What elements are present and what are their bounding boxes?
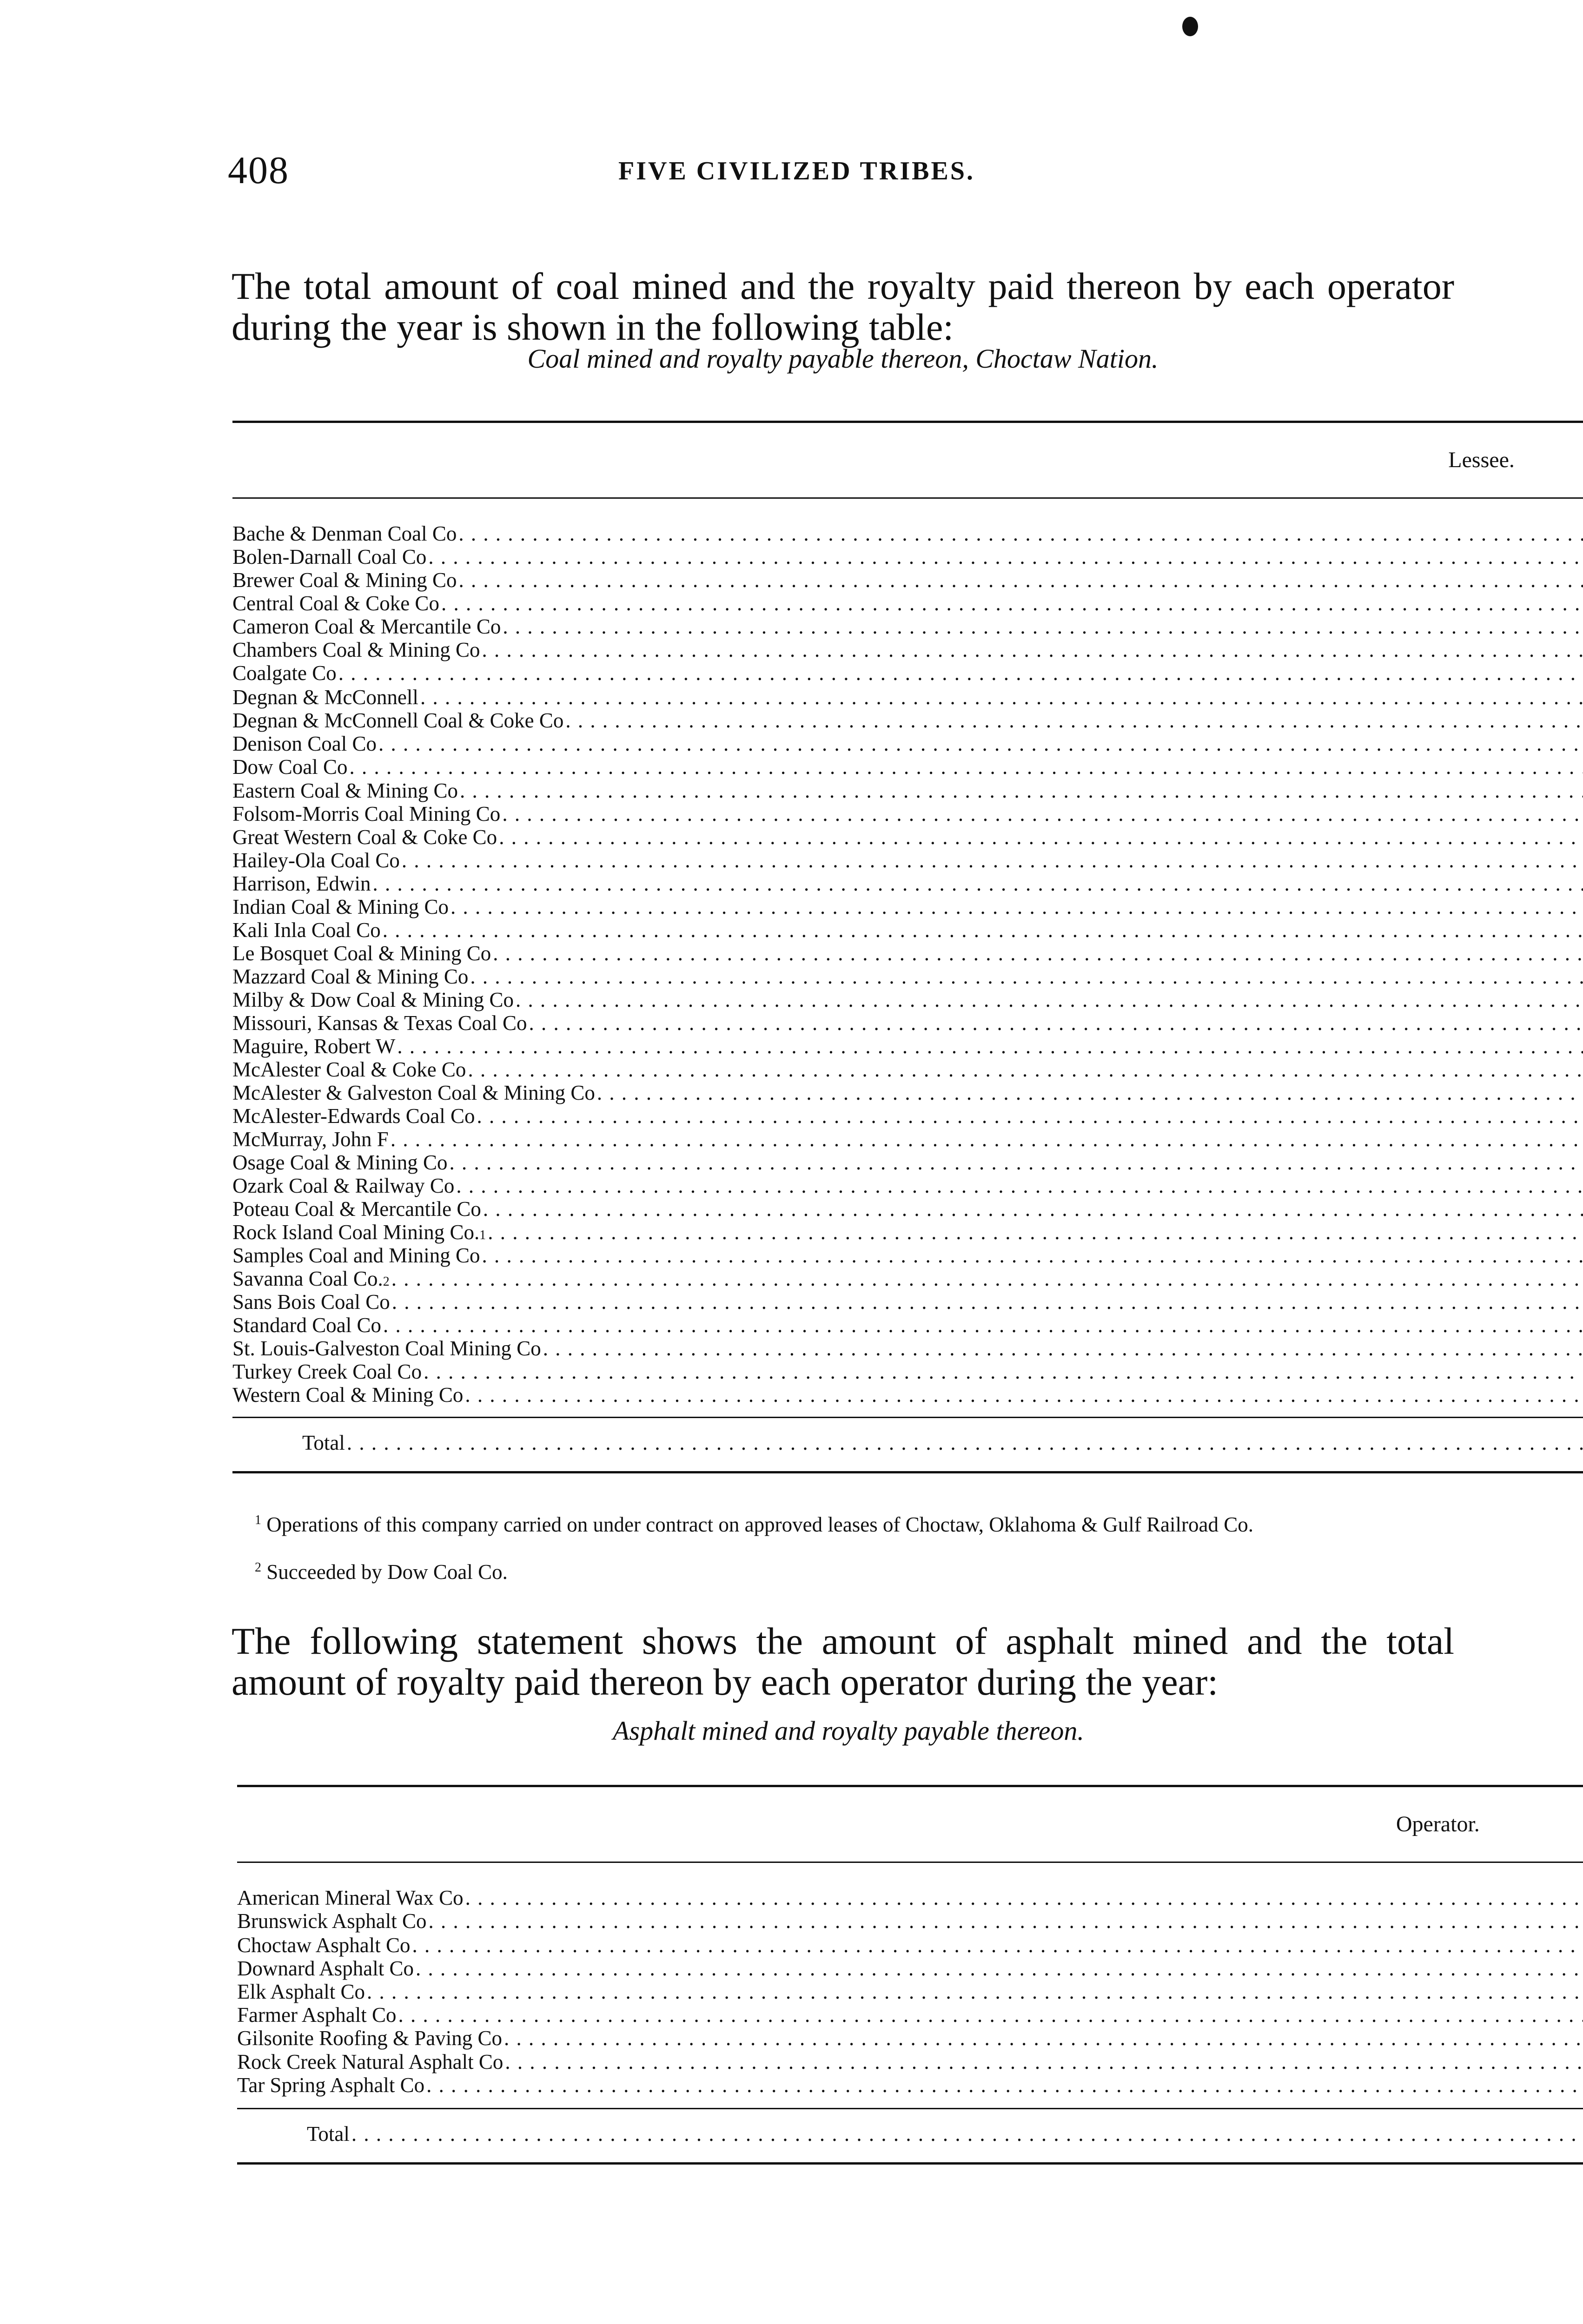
table-row: [232, 522, 1583, 545]
spacer-cell: [232, 498, 1583, 522]
name-cell: [232, 965, 1583, 988]
dot-leader: [460, 779, 1583, 802]
table-row: [232, 1290, 1583, 1314]
name-cell: [232, 522, 1583, 545]
dot-leader: [391, 1267, 1583, 1290]
dot-leader: [428, 545, 1583, 568]
row-label: Sans Bois Coal Co: [232, 1290, 390, 1314]
table-row: [232, 1244, 1583, 1267]
row-label: Ozark Coal & Railway Co: [232, 1174, 455, 1197]
name-cell: [237, 2073, 1583, 2097]
row-label: Elk Asphalt Co: [237, 1980, 365, 2003]
table-row: [232, 568, 1583, 592]
name-cell: [232, 825, 1583, 849]
table-row: [237, 1909, 1583, 1934]
dot-leader: [449, 1151, 1583, 1174]
row-label: Savanna Coal Co.: [232, 1267, 383, 1290]
footnote-text: Succeeded by Dow Coal Co.: [266, 1560, 508, 1584]
row-label: Osage Coal & Mining Co: [232, 1151, 448, 1174]
dot-leader: [338, 661, 1583, 685]
dot-leader: [456, 1174, 1583, 1197]
table-row: [232, 592, 1583, 615]
dot-leader: [543, 1337, 1583, 1360]
asphalt-table: [237, 1785, 1583, 2165]
dot-leader: [468, 1058, 1583, 1081]
table-row: [237, 1934, 1583, 1957]
name-cell: [232, 1035, 1583, 1058]
table-row: [232, 1128, 1583, 1151]
table-row: [237, 1957, 1583, 1980]
name-cell: [232, 1337, 1583, 1360]
table-row: [232, 802, 1583, 825]
footnote-1: [232, 1513, 1454, 1536]
table-row: [232, 1174, 1583, 1197]
table-row: [237, 2027, 1583, 2051]
row-label: Missouri, Kansas & Texas Coal Co: [232, 1011, 527, 1035]
dot-leader: [426, 2073, 1583, 2097]
name-cell: [232, 1383, 1583, 1406]
row-label: Le Bosquet Coal & Mining Co: [232, 942, 491, 965]
total-label: Total: [307, 2122, 350, 2146]
ink-speck: [1182, 17, 1198, 36]
dot-leader: [392, 1290, 1583, 1314]
dot-leader: [488, 1221, 1583, 1244]
dot-leader: [477, 1104, 1583, 1128]
row-label: Degnan & McConnell Coal & Coke Co: [232, 708, 564, 732]
coal-table: [232, 421, 1583, 1473]
row-label: Coalgate Co: [232, 661, 337, 685]
asphalt-table-body: [237, 1862, 1583, 2164]
coal-table-body: [232, 498, 1583, 1472]
row-label: Hailey-Ola Coal Co: [232, 849, 400, 872]
dot-leader: [378, 732, 1583, 755]
running-title: FIVE CIVILIZED TRIBES.: [618, 157, 975, 185]
row-label: Folsom-Morris Coal Mining Co: [232, 802, 501, 825]
table-row: [232, 849, 1583, 872]
table-row: [232, 918, 1583, 942]
dot-leader: [529, 1011, 1583, 1035]
footnote-text: Operations of this company carried on under contract on approved leases of Choctaw, Oklahoma & Gulf Railroad Co.: [266, 1513, 1253, 1536]
name-cell: [232, 1360, 1583, 1383]
dot-leader: [397, 1035, 1583, 1058]
row-label: Kali Inla Coal Co: [232, 918, 381, 942]
total-label-cell: [237, 2108, 1583, 2163]
row-label: Harrison, Edwin: [232, 872, 371, 895]
row-label: Milby & Dow Coal & Mining Co: [232, 988, 514, 1011]
name-cell: [232, 592, 1583, 615]
name-cell: [232, 638, 1583, 661]
table-row: [232, 1104, 1583, 1128]
name-cell: [237, 2003, 1583, 2027]
name-cell: [232, 1081, 1583, 1104]
name-cell: [232, 686, 1583, 709]
table-row: [232, 1058, 1583, 1081]
page-number: 408: [228, 149, 289, 192]
row-label: Tar Spring Asphalt Co: [237, 2073, 425, 2097]
dot-leader: [347, 1431, 1583, 1454]
table-row: [232, 661, 1583, 686]
name-cell: [232, 988, 1583, 1011]
dot-leader: [470, 965, 1583, 988]
table-row: [232, 1011, 1583, 1035]
name-cell: [232, 732, 1583, 755]
dot-leader: [350, 755, 1583, 779]
dot-leader: [391, 1128, 1583, 1151]
dot-leader: [383, 1314, 1583, 1337]
row-label: McAlester Coal & Coke Co: [232, 1058, 466, 1081]
dot-leader: [504, 2027, 1583, 2050]
name-cell: [232, 918, 1583, 942]
row-label: McAlester & Galveston Coal & Mining Co: [232, 1081, 595, 1104]
dot-leader: [493, 942, 1583, 965]
name-cell: Savanna Coal Co. 2 . . .: [232, 1267, 1583, 1290]
row-label: Maguire, Robert W: [232, 1035, 396, 1058]
dot-leader: [398, 2003, 1583, 2027]
name-cell: [232, 1151, 1583, 1174]
table-row: [232, 1383, 1583, 1406]
table-row: [232, 755, 1583, 779]
table-row: [232, 638, 1583, 661]
row-label: Poteau Coal & Mercantile Co: [232, 1197, 481, 1221]
row-label: Gilsonite Roofing & Paving Co: [237, 2026, 503, 2050]
row-label: Eastern Coal & Mining Co: [232, 779, 458, 802]
name-cell: [232, 802, 1583, 825]
total-row: [232, 1418, 1583, 1472]
table-row: [232, 686, 1583, 709]
dot-leader: [412, 1934, 1583, 1957]
asphalt-table-caption: Asphalt mined and royalty payable thereon.: [613, 1716, 1084, 1746]
dot-leader: [483, 1197, 1583, 1221]
name-cell: [237, 1909, 1583, 1934]
name-cell: [232, 849, 1583, 872]
dot-leader: [465, 1383, 1583, 1406]
row-label: Chambers Coal & Mining Co: [232, 638, 480, 661]
name-cell: [237, 2050, 1583, 2073]
dot-leader: [416, 1957, 1583, 1980]
row-label: Western Coal & Mining Co: [232, 1383, 464, 1406]
spacer-row: [232, 498, 1583, 522]
row-label: American Mineral Wax Co: [237, 1886, 464, 1909]
coal-table-header: [232, 422, 1583, 498]
name-cell: [232, 942, 1583, 965]
footnote-2: [255, 1560, 1477, 1584]
dot-leader: [458, 568, 1583, 592]
table-row: [232, 825, 1583, 849]
name-cell: [232, 1244, 1583, 1267]
name-cell: [232, 661, 1583, 686]
name-cell: [237, 1934, 1583, 1957]
row-label: McAlester-Edwards Coal Co: [232, 1104, 475, 1128]
dot-leader: [402, 849, 1583, 872]
dot-leader: [505, 2050, 1583, 2073]
table-row: [232, 1081, 1583, 1104]
row-label: Degnan & McConnell: [232, 685, 418, 709]
table-row: [232, 1197, 1583, 1221]
name-cell: [232, 1174, 1583, 1197]
table-row: [237, 1886, 1583, 1909]
table-row: [232, 965, 1583, 988]
dot-leader: [516, 988, 1583, 1011]
name-cell: [232, 568, 1583, 592]
row-label: Brunswick Asphalt Co: [237, 1909, 427, 1933]
dot-leader: [424, 1360, 1583, 1383]
footnote-mark: 1: [255, 1513, 261, 1527]
name-cell: [237, 2027, 1583, 2051]
table-row: [237, 2050, 1583, 2073]
table-row: [232, 1314, 1583, 1337]
footnote-mark: 2: [255, 1560, 261, 1575]
name-cell: [232, 1290, 1583, 1314]
dot-leader: [372, 872, 1583, 895]
table-row: [232, 709, 1583, 732]
row-label: Central Coal & Coke Co: [232, 592, 439, 615]
dot-leader: [420, 686, 1583, 709]
name-cell: [232, 1058, 1583, 1081]
row-label: Brewer Coal & Mining Co: [232, 568, 457, 592]
dot-leader: [441, 592, 1583, 615]
row-label: St. Louis-Galveston Coal Mining Co: [232, 1337, 541, 1360]
name-cell: [232, 779, 1583, 802]
name-cell: [232, 872, 1583, 895]
dot-leader: [565, 709, 1583, 732]
name-cell: [232, 1011, 1583, 1035]
name-cell: [232, 1197, 1583, 1221]
table-row: [232, 942, 1583, 965]
row-label: Rock Island Coal Mining Co.: [232, 1221, 480, 1244]
row-label: Bache & Denman Coal Co: [232, 522, 457, 545]
row-label: Indian Coal & Mining Co: [232, 895, 449, 918]
dot-leader: [367, 1980, 1583, 2003]
table-row: [237, 1980, 1583, 2003]
asphalt-table-header: [237, 1786, 1583, 1862]
table-row: [232, 1337, 1583, 1360]
row-label: Standard Coal Co: [232, 1314, 381, 1337]
row-label: Cameron Coal & Mercantile Co: [232, 615, 501, 638]
row-label: Rock Creek Natural Asphalt Co: [237, 2050, 503, 2073]
dot-leader: [458, 522, 1583, 545]
row-label: Turkey Creek Coal Co: [232, 1360, 422, 1383]
dot-leader: [450, 895, 1583, 918]
spacer-row: [232, 1406, 1583, 1418]
row-label: Downard Asphalt Co: [237, 1956, 414, 1980]
table-row: [237, 2003, 1583, 2027]
table-row: [237, 2073, 1583, 2097]
table-row: [232, 872, 1583, 895]
dot-leader: [482, 638, 1583, 661]
table-row: [232, 1221, 1583, 1244]
table-row: [232, 1267, 1583, 1290]
dot-leader: [502, 802, 1583, 825]
table-row: [232, 1151, 1583, 1174]
row-label: Dow Coal Co: [232, 755, 348, 779]
spacer-cell: [232, 1406, 1583, 1418]
name-cell: [232, 545, 1583, 568]
table-row: [232, 988, 1583, 1011]
row-label: Denison Coal Co: [232, 732, 377, 755]
table-row: [232, 1035, 1583, 1058]
name-cell: [237, 1886, 1583, 1909]
row-label: McMurray, John F: [232, 1128, 389, 1151]
row-label: Samples Coal and Mining Co: [232, 1244, 480, 1267]
lessee-column-header: Lessee.: [232, 422, 1583, 498]
spacer-row: [237, 2097, 1583, 2108]
table-row: [232, 615, 1583, 638]
intro-paragraph: The total amount of coal mined and the royalty paid thereon by each operator during the year is shown in the following table:: [232, 265, 1454, 348]
coal-table-caption: Coal mined and royalty payable thereon, Choctaw Nation.: [527, 343, 1159, 374]
total-row: [237, 2108, 1583, 2163]
table-row: [232, 545, 1583, 568]
spacer-cell: [237, 1862, 1583, 1887]
row-label: Bolen-Darnall Coal Co: [232, 545, 427, 568]
dot-leader: [351, 2122, 1583, 2146]
row-label: Choctaw Asphalt Co: [237, 1933, 411, 1957]
table-row: [232, 732, 1583, 755]
dot-leader: [429, 1909, 1583, 1933]
name-cell: [237, 1980, 1583, 2003]
operator-column-header: Operator.: [237, 1786, 1583, 1862]
name-cell: [232, 1128, 1583, 1151]
name-cell: [232, 755, 1583, 779]
dot-leader: [503, 615, 1583, 638]
name-cell: [232, 615, 1583, 638]
name-cell: [232, 1314, 1583, 1337]
table-row: [232, 779, 1583, 802]
dot-leader: [499, 825, 1583, 849]
spacer-row: [237, 1862, 1583, 1887]
row-label: Great Western Coal & Coke Co: [232, 825, 497, 849]
name-cell: [232, 709, 1583, 732]
dot-leader: [465, 1886, 1583, 1909]
dot-leader: [482, 1244, 1583, 1267]
name-cell: Rock Island Coal Mining Co. 1 . . .: [232, 1221, 1583, 1244]
spacer-cell: [237, 2097, 1583, 2108]
row-label: Farmer Asphalt Co: [237, 2003, 397, 2027]
name-cell: [232, 895, 1583, 918]
name-cell: [232, 1104, 1583, 1128]
dot-leader: [383, 918, 1583, 942]
table-row: [232, 895, 1583, 918]
name-cell: [237, 1957, 1583, 1980]
table-row: [232, 1360, 1583, 1383]
row-label: Mazzard Coal & Mining Co: [232, 965, 469, 988]
dot-leader: [597, 1081, 1583, 1104]
total-label-cell: [232, 1418, 1583, 1472]
total-label: Total: [302, 1431, 345, 1454]
asphalt-paragraph: The following statement shows the amount of asphalt mined and the total amount of royalty paid thereon by each operator during the year:: [232, 1620, 1454, 1703]
